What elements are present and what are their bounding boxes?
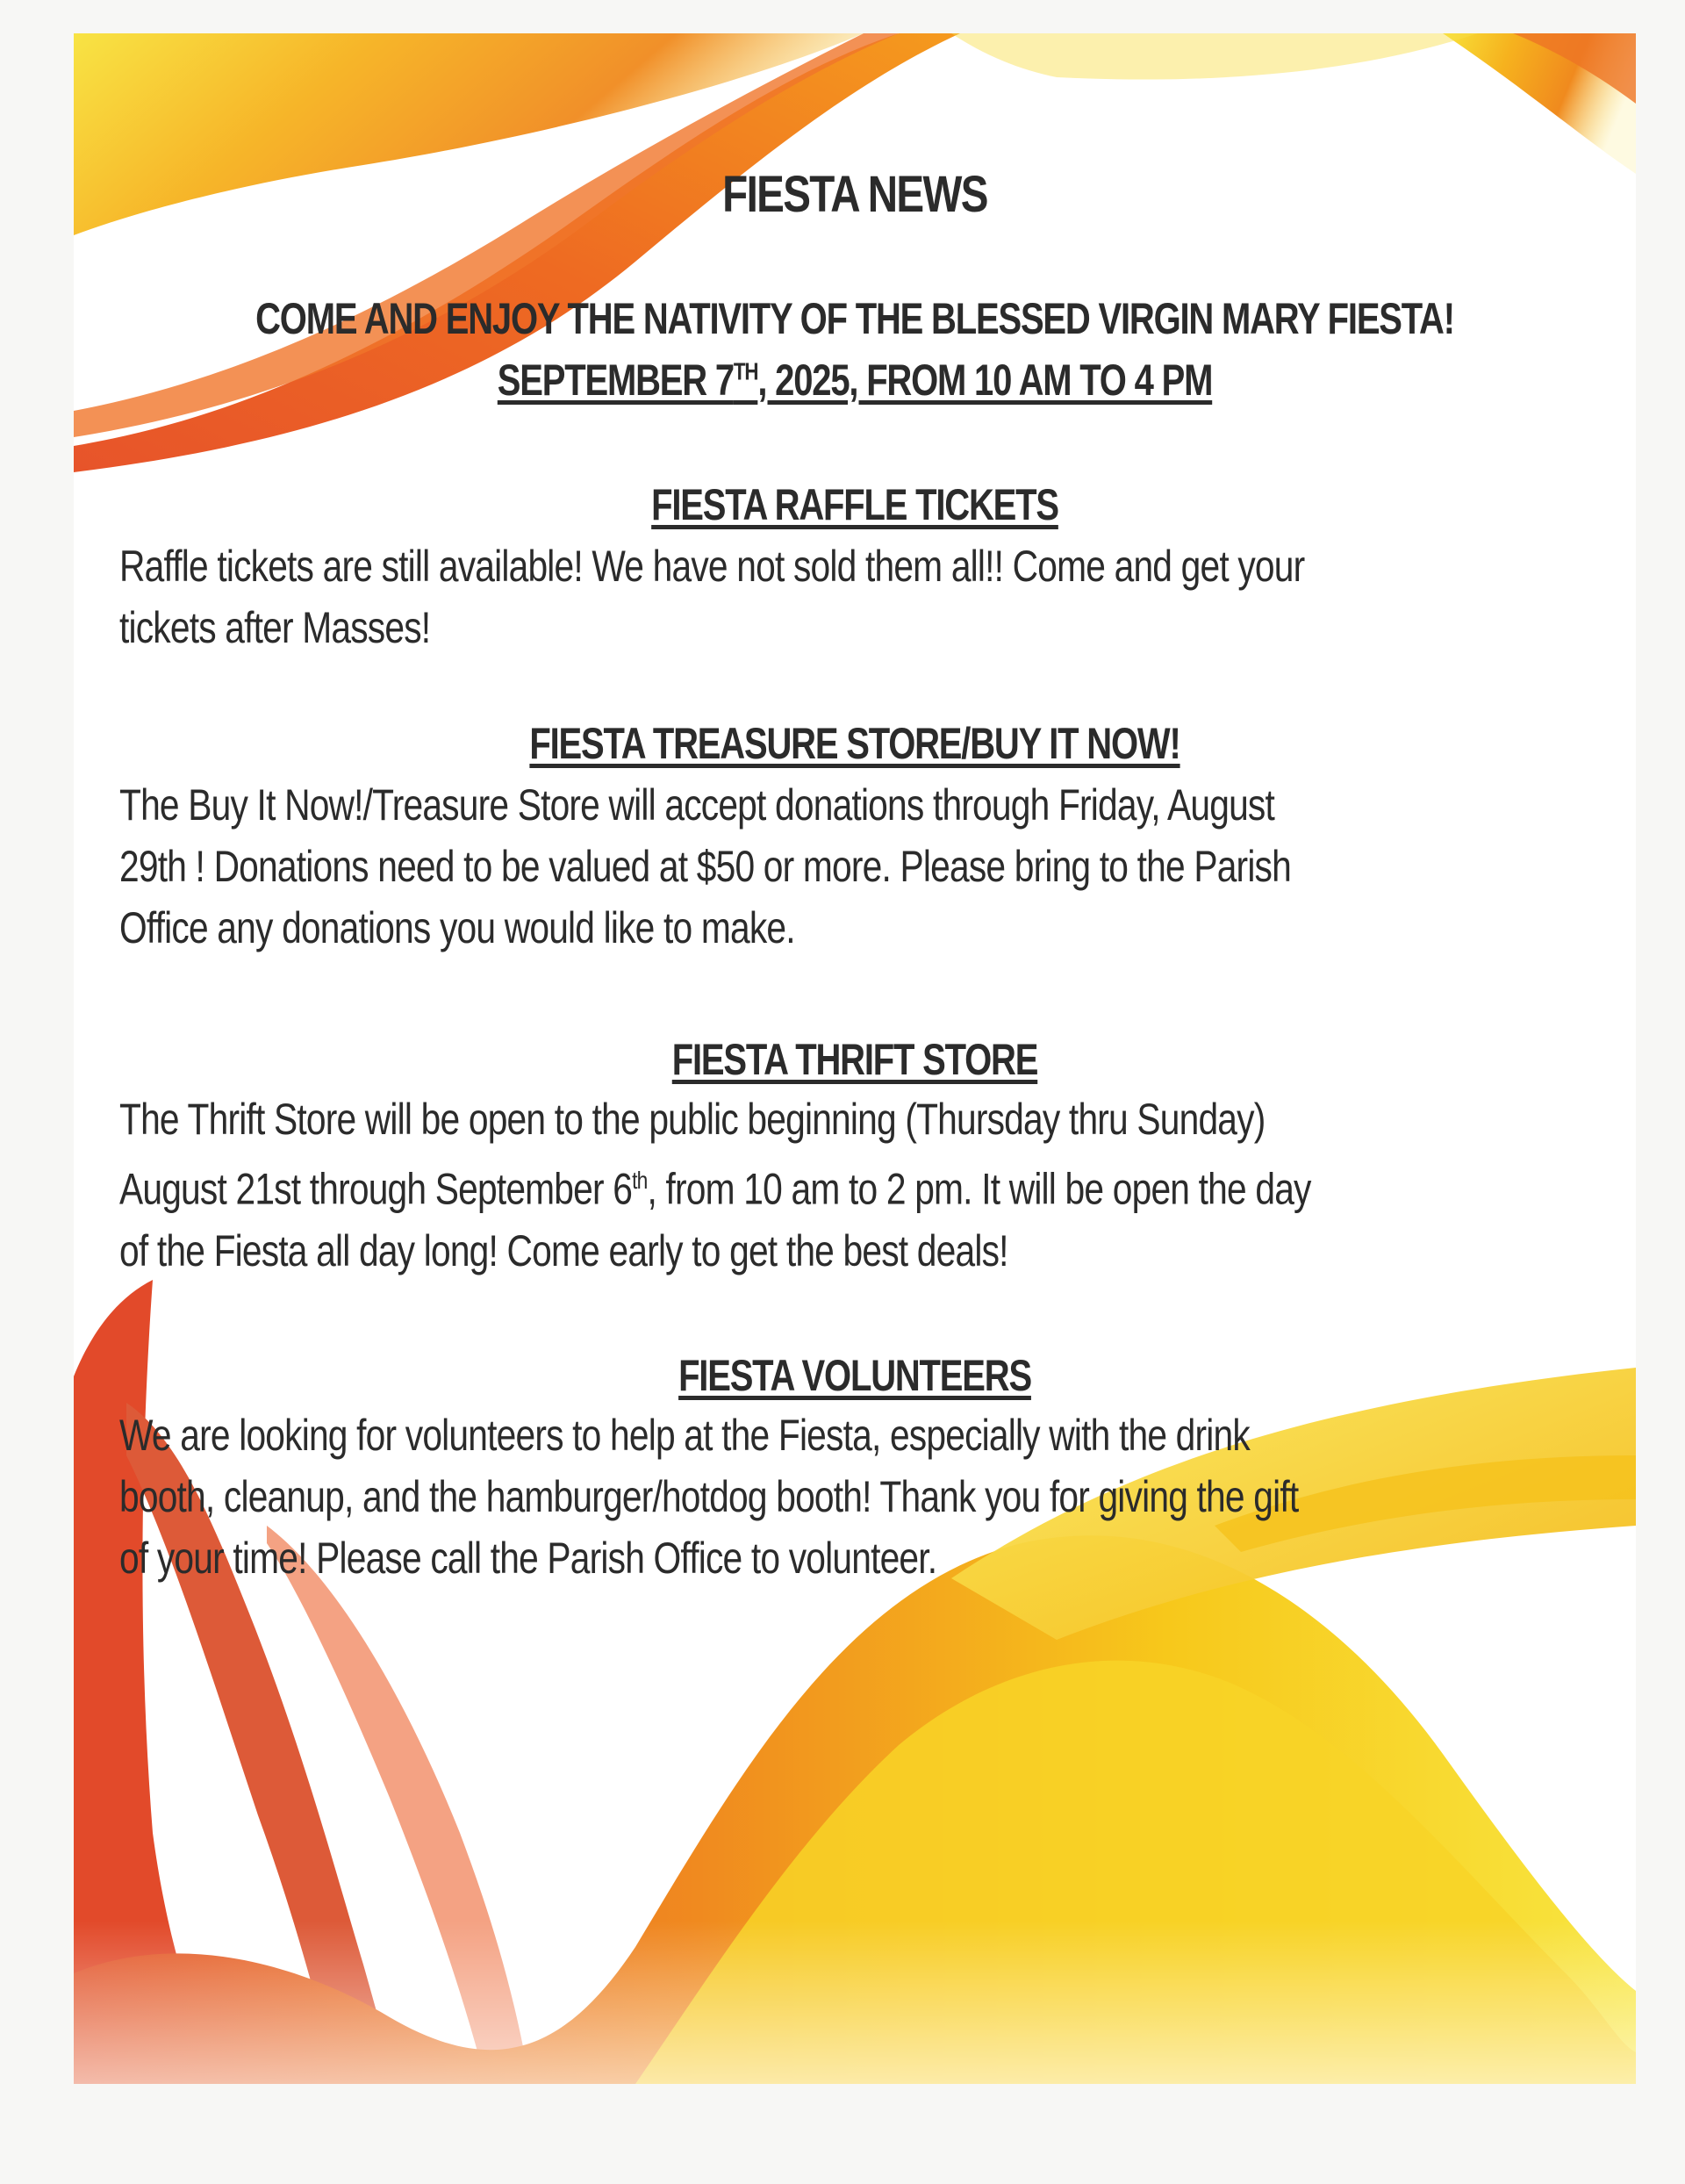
volunteers-heading: FIESTA VOLUNTEERS [678, 1351, 1031, 1400]
volunteers-line-1: We are looking for volunteers to help at the Fiesta, especially with the drink [119, 1411, 1250, 1460]
thrift-heading: FIESTA THRIFT STORE [671, 1035, 1038, 1084]
volunteers-line-3: of your time! Please call the Parish Office to volunteer. [119, 1534, 937, 1583]
volunteers-text [119, 1405, 1594, 1589]
thrift-text [119, 1088, 1594, 1282]
treasure-line-2: 29th ! Donations need to be valued at $50 or more. Please bring to the Parish [119, 842, 1291, 891]
thrift-line-1: The Thrift Store will be open to the public beginning (Thursday thru Sunday) [119, 1095, 1266, 1144]
thrift-line-2 [119, 1150, 1321, 1220]
event-date-suffix-sup: TH [733, 357, 758, 385]
treasure-line-1: The Buy It Now!/Treasure Store will accept donations through Friday, August [119, 780, 1275, 830]
event-date [230, 355, 1480, 406]
thrift-line-3: of the Fiesta all day long! Come early to get the best deals! [119, 1225, 1008, 1275]
flyer-content [74, 33, 1636, 2084]
flyer [74, 33, 1636, 2084]
thrift-line-2-sup: th [632, 1167, 648, 1194]
thrift-line-2-prefix: August 21st through September 6 [119, 1164, 633, 1214]
page-title: FIESTA NEWS [722, 166, 987, 223]
event-tagline: COME AND ENJOY THE NATIVITY OF THE BLESSED VIRGIN MARY FIESTA! [255, 294, 1454, 343]
event-date-rest: , 2025, FROM 10 AM TO 4 PM [757, 356, 1213, 405]
raffle-line-2: tickets after Masses! [119, 603, 431, 652]
raffle-line-1: Raffle tickets are still available! We have not sold them all!! Come and get your [119, 542, 1305, 591]
raffle-text [119, 535, 1594, 658]
raffle-heading: FIESTA RAFFLE TICKETS [651, 480, 1058, 529]
treasure-line-3: Office any donations you would like to make. [119, 903, 795, 952]
volunteers-line-2: booth, cleanup, and the hamburger/hotdog booth! Thank you for giving the gift [119, 1472, 1299, 1521]
treasure-heading: FIESTA TREASURE STORE/BUY IT NOW! [529, 719, 1180, 768]
thrift-line-2-rest: , from 10 am to 2 pm. It will be open the day [647, 1164, 1311, 1214]
event-date-prefix: SEPTEMBER 7 [497, 356, 734, 405]
treasure-text [119, 774, 1594, 959]
